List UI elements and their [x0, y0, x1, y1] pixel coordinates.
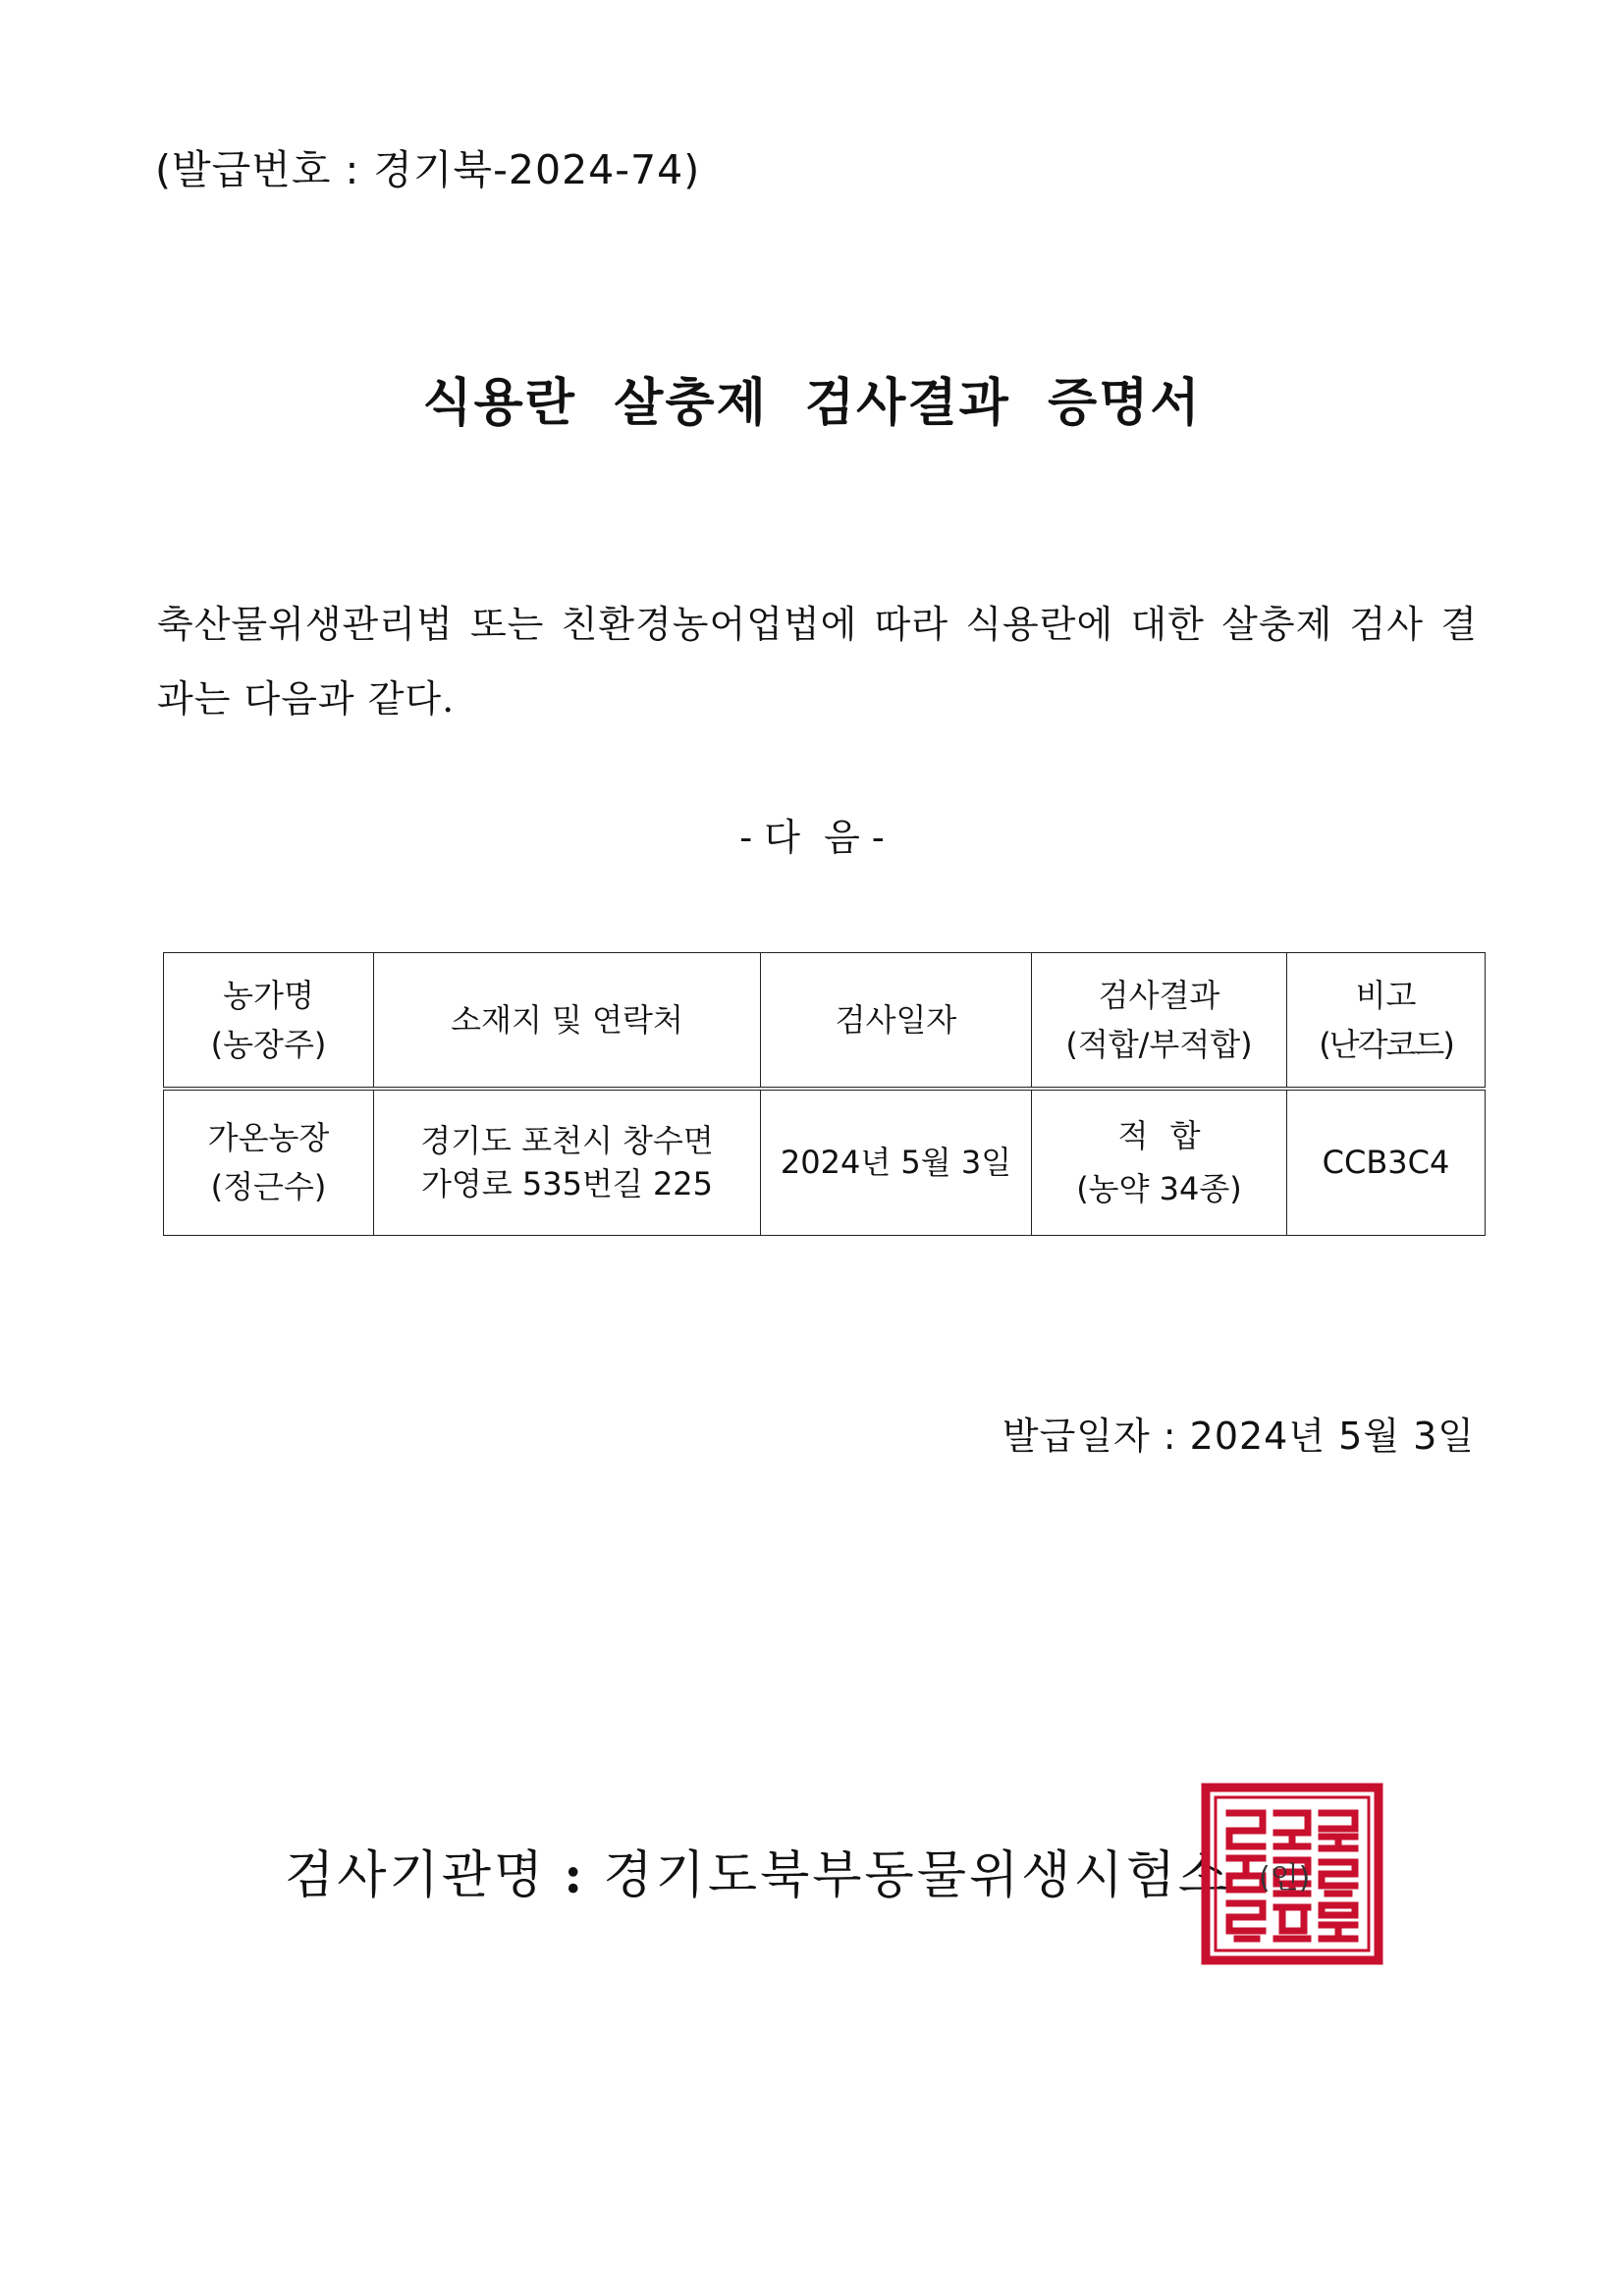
header-remarks-line1: 비고 — [1355, 976, 1417, 1014]
address-line2: 가영로 535번길 225 — [420, 1165, 714, 1203]
inspection-result-table — [163, 952, 1486, 1236]
issue-number: (발급번호 : 경기북-2024-74) — [155, 146, 701, 193]
result-value: 적 합 — [1117, 1117, 1201, 1155]
intro-paragraph: 축산물위생관리법 또는 친환경농어업법에 따라 식용란에 대한 살충제 검사 결과는 다음과 같다. — [157, 603, 1478, 721]
header-remarks — [1287, 953, 1486, 1089]
cell-farm-name — [164, 1089, 374, 1236]
cell-eggshell-code: CCB3C4 — [1287, 1089, 1486, 1236]
table-header-row — [164, 953, 1486, 1089]
header-result — [1032, 953, 1287, 1089]
section-label: - 다 음 - — [739, 816, 885, 859]
table-row — [164, 1089, 1486, 1236]
cell-inspection-date: 2024년 5월 3일 — [761, 1089, 1032, 1236]
cell-result — [1032, 1089, 1287, 1236]
agency-colon: : — [564, 1845, 586, 1905]
header-result-line1: 검사결과 — [1098, 976, 1220, 1014]
header-result-line2: (적합/부적합) — [1065, 1025, 1253, 1063]
header-address: 소재지 및 연락처 — [374, 953, 761, 1089]
header-farm-name-line1: 농가명 — [223, 976, 314, 1014]
result-detail: (농약 34종) — [1076, 1170, 1242, 1208]
agency-name: 경기도북부동물위생시험소 — [603, 1846, 1231, 1905]
farm-name: 가온농장 — [207, 1119, 330, 1157]
header-farm-name-line2: (농장주) — [210, 1025, 327, 1063]
agency-label: 검사기관명 — [285, 1846, 547, 1905]
document-title: 식용란 살충제 검사결과 증명서 — [422, 374, 1202, 433]
seal-mark: (인) — [1259, 1861, 1311, 1896]
header-remarks-line2: (난각코드) — [1319, 1025, 1453, 1063]
farm-owner: (정근수) — [210, 1168, 327, 1206]
header-farm-name — [164, 953, 374, 1089]
header-inspection-date: 검사일자 — [761, 953, 1032, 1089]
address-line1: 경기도 포천시 창수면 — [420, 1122, 714, 1160]
issue-date: 발급일자 : 2024년 5월 3일 — [1001, 1415, 1475, 1458]
cell-address — [374, 1089, 761, 1236]
agency-line — [285, 1834, 1230, 1907]
